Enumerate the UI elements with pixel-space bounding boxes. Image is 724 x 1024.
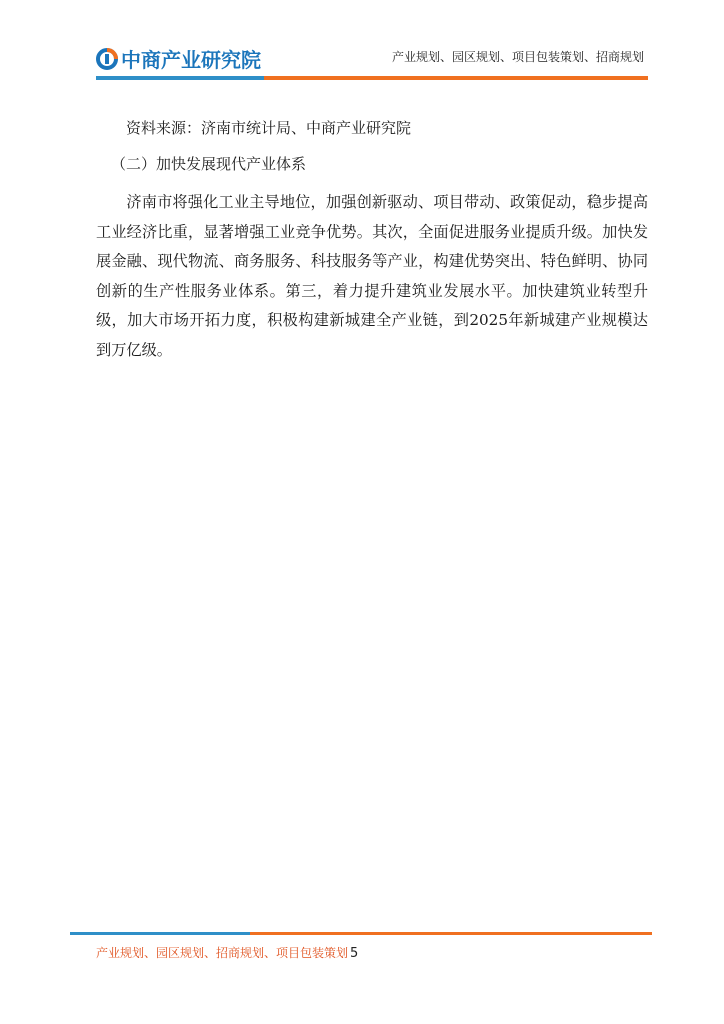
header-tagline: 产业规划、园区规划、项目包装策划、招商规划 (391, 50, 644, 64)
page-header (0, 0, 724, 90)
header-divider-orange (264, 76, 648, 80)
data-source: 资料来源：济南市统计局、中商产业研究院 (126, 119, 412, 137)
footer-divider-blue (70, 932, 250, 935)
header-divider-blue (96, 76, 264, 80)
logo-text: 中商产业研究院 (121, 48, 261, 72)
page-footer (96, 944, 358, 961)
section-heading: （二）加快发展现代产业体系 (111, 155, 307, 173)
logo-icon (96, 48, 118, 70)
page-content (96, 116, 648, 365)
company-logo (96, 44, 261, 73)
footer-text: 产业规划、园区规划、招商规划、项目包装策划 (96, 946, 349, 960)
page-number: 5 (350, 946, 359, 961)
body-paragraph: 济南市将强化工业主导地位，加强创新驱动、项目带动、政策促动，稳步提高工业经济比重，显著增强工业竞争优势。其次，全面促进服务业提质升级。加快发展金融、现代物流、商务服务、科技服务等产业，构建优势突出、特色鲜明、协同创新的生产性服务业体系。第三，着力提升建筑业发展水平。加快建筑业转型升级，加大市场开拓力度，积极构建新城建全产业链，到2025年新城建产业规模达到万亿级。 (96, 193, 648, 359)
footer-divider-orange (250, 932, 652, 935)
